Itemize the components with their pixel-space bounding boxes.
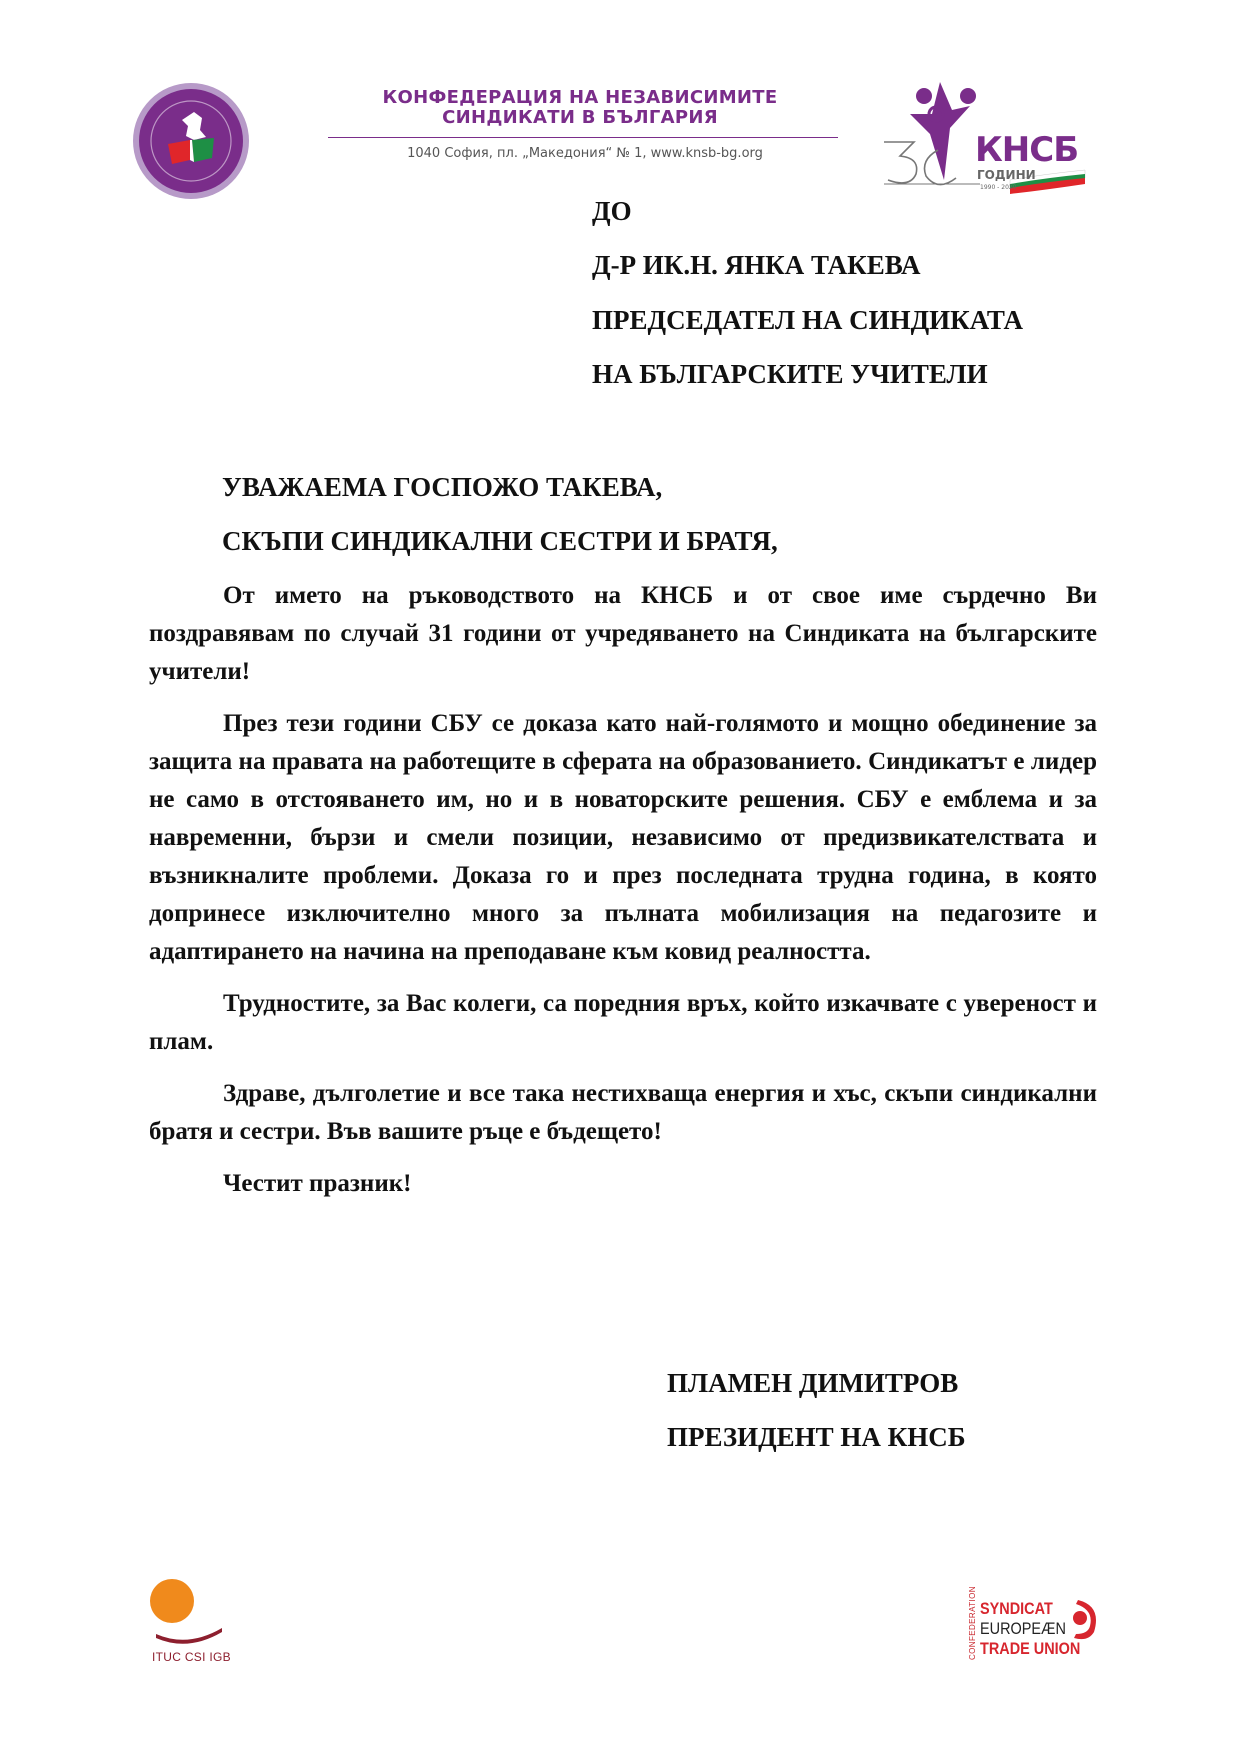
knsb-30-years-logo — [880, 80, 1090, 200]
etuc-logo — [968, 1586, 1100, 1660]
recipient-name: Д-Р ИК.Н. ЯНКА ТАКЕВА — [592, 250, 921, 280]
signature-title: ПРЕЗИДЕНТ НА КНСБ — [667, 1422, 966, 1452]
org-name-line1: КОНФЕДЕРАЦИЯ НА НЕЗАВИСИМИТЕ — [382, 87, 778, 108]
closing-greeting: Честит празник! — [223, 1170, 412, 1197]
recipient-line: ДО — [592, 196, 632, 226]
signature-name: ПЛАМЕН ДИМИТРОВ — [667, 1368, 959, 1398]
body-paragraph: Трудностите, за Вас колеги, са поредния връх, който изкачвате с увереност и плам. — [149, 990, 1097, 1055]
recipient-title: ПРЕДСЕДАТЕЛ НА СИНДИКАТА — [592, 305, 1024, 335]
knsb-seal-logo — [132, 82, 250, 200]
letter-body — [149, 577, 1097, 1203]
logo-acronym: КНСБ — [975, 130, 1079, 170]
etuc-line1: SYNDICAT — [980, 1599, 1053, 1618]
body-paragraph: От името на ръководството на КНСБ и от свое име сърдечно Ви поздравявам по случай 31 години от учредяването на Синдиката на българските учители! — [149, 582, 1097, 685]
org-address: 1040 София, пл. „Македония“ № 1, www.knsb-bg.org — [407, 146, 763, 161]
body-paragraph: Здраве, дълголетие и все така нестихваща енергия и хъс, скъпи синдикални братя и сестри. Във вашите ръце е бъдещето! — [149, 1080, 1097, 1145]
salutation-line: УВАЖАЕМА ГОСПОЖО ТАКЕВА, — [222, 472, 663, 502]
ituc-label: ITUC CSI IGB — [152, 1650, 231, 1664]
etuc-figure-icon — [1068, 1598, 1100, 1642]
etuc-vertical-label: CONFEDERATION — [968, 1586, 977, 1660]
body-paragraph: През тези години СБУ се доказа като най-голямото и мощно обединение за защита на правата на работещите в сферата на образованието. Синдикатът е лидер не само в отстояването им, но и в новаторските решения. СБУ е емблема и за навременни, бързи и смели позиции, независимо от предизвикателствата и възникналите проблеми. Доказа го и през последната трудна година, в която допринесе изключително много за пълната мобилизация на педагозите и адаптирането на начина на преподаване към ковид реалността. — [149, 710, 1097, 965]
etuc-line3: TRADE UNION — [980, 1639, 1081, 1658]
ituc-logo — [148, 1578, 238, 1648]
org-name-line2: СИНДИКАТИ В БЪЛГАРИЯ — [442, 107, 718, 128]
salutation-line: СКЪПИ СИНДИКАЛНИ СЕСТРИ И БРАТЯ, — [222, 526, 778, 556]
recipient-organization: НА БЪЛГАРСКИТЕ УЧИТЕЛИ — [592, 359, 988, 389]
logo-word: ГОДИНИ — [977, 168, 1036, 182]
etuc-line2: EUROPEÆN — [980, 1619, 1066, 1638]
org-name — [330, 88, 830, 128]
logo-years: 1990 - 2020 — [980, 184, 1017, 191]
header-divider — [328, 137, 838, 138]
